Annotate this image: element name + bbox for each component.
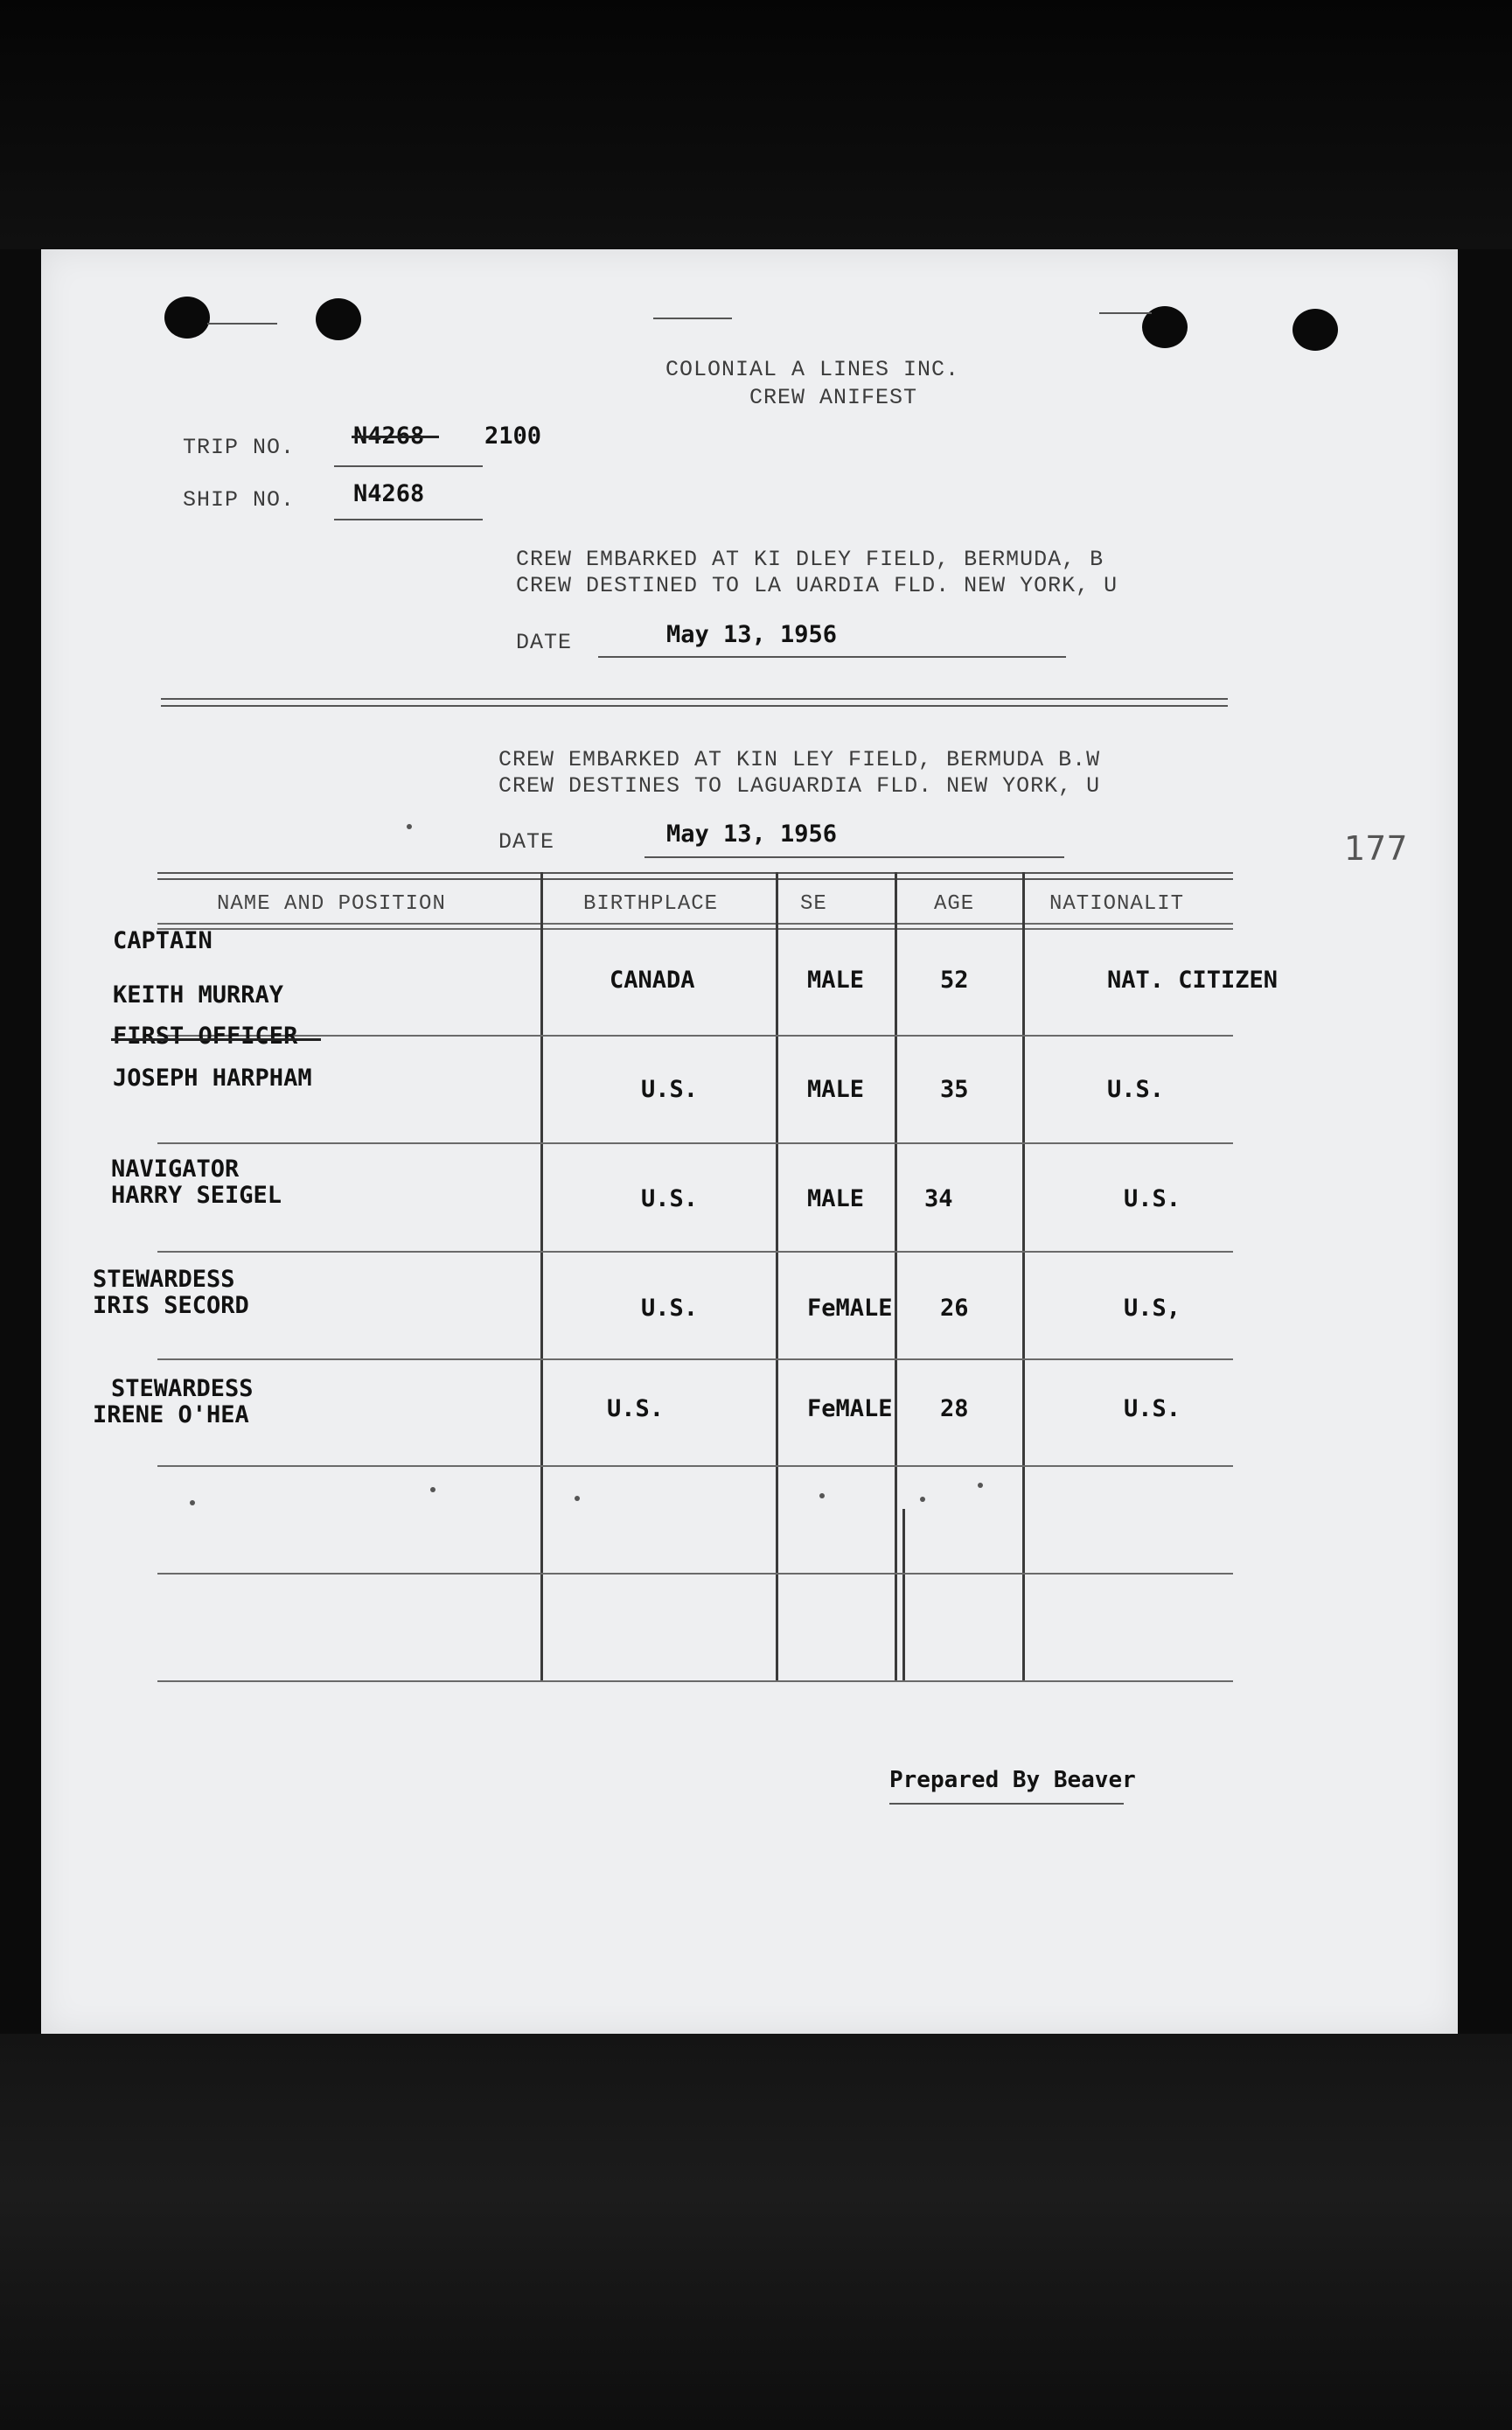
- row-rule: [157, 1573, 1233, 1575]
- row-position: FIRST OFFICER: [113, 1023, 298, 1050]
- row-rule: [157, 1251, 1233, 1253]
- row-nationality: U.S.: [1124, 1395, 1181, 1422]
- manifest-page: [41, 249, 1458, 2034]
- header-rule: [157, 923, 1233, 925]
- row-nationality: NAT. CITIZEN: [1107, 967, 1279, 994]
- hole-mark: [207, 323, 277, 325]
- trip-label: TRIP NO.: [183, 435, 296, 460]
- scan-speck: [978, 1483, 983, 1488]
- header-birthplace: BIRTHPLACE: [583, 892, 719, 916]
- hole-mark: [653, 318, 732, 319]
- scan-speck: [819, 1493, 825, 1498]
- header-sex: SE: [800, 892, 827, 916]
- scan-background-top: [0, 0, 1512, 249]
- hole-mark: [1099, 312, 1152, 314]
- row-name: IRIS SECORD: [93, 1292, 249, 1319]
- column-divider: [540, 872, 543, 1681]
- header-rule: [157, 928, 1233, 930]
- row-nationality: U.S.: [1107, 1076, 1165, 1103]
- ship-value: N4268: [353, 480, 425, 507]
- separator-line: [161, 698, 1228, 700]
- punch-hole: [316, 298, 361, 340]
- row-rule: [157, 1142, 1233, 1144]
- row-birthplace: U.S.: [607, 1395, 665, 1422]
- header-name-position: NAME AND POSITION: [217, 892, 446, 916]
- embarked-line-1: CREW EMBARKED AT KI DLEY FIELD, BERMUDA, B: [516, 547, 1104, 572]
- table-top-rule: [157, 878, 1233, 880]
- table-top-rule: [157, 872, 1233, 874]
- date-underline-1: [598, 656, 1066, 658]
- scan-speck: [407, 824, 412, 829]
- row-name: JOSEPH HARPHAM: [113, 1065, 312, 1092]
- scan-speck: [430, 1487, 435, 1492]
- row-position: STEWARDESS: [111, 1375, 254, 1402]
- date-value-1: May 13, 1956: [666, 621, 838, 648]
- trip-strikeout: [352, 436, 439, 438]
- column-divider: [902, 1509, 905, 1681]
- prepared-by: Prepared By Beaver: [889, 1767, 1136, 1793]
- column-divider: [895, 872, 897, 1681]
- row-rule: [157, 1358, 1233, 1360]
- page-number: 177: [1344, 829, 1408, 868]
- row-rule: [157, 1035, 1233, 1037]
- row-position: CAPTAIN: [113, 927, 213, 954]
- row-name: IRENE O'HEA: [93, 1401, 249, 1428]
- trip-value: 2100: [484, 422, 542, 450]
- row-rule: [157, 1465, 1233, 1467]
- manifest-title: CREW ANIFEST: [749, 385, 918, 410]
- row-age: 26: [940, 1295, 969, 1322]
- row-birthplace: U.S.: [641, 1076, 699, 1103]
- date-label-1: DATE: [516, 630, 573, 655]
- row-position: NAVIGATOR: [111, 1156, 240, 1183]
- row-age: 34: [924, 1185, 953, 1212]
- date-label-2: DATE: [498, 829, 555, 855]
- scan-background-bottom: [0, 2034, 1512, 2430]
- row-sex: FeMALE: [807, 1395, 893, 1422]
- row-birthplace: CANADA: [610, 967, 695, 994]
- trip-underline: [334, 465, 483, 467]
- row-sex: MALE: [807, 1185, 865, 1212]
- destined-line-1: CREW DESTINED TO LA UARDIA FLD. NEW YORK, U: [516, 573, 1118, 598]
- row-nationality: U.S,: [1124, 1295, 1181, 1322]
- row-nationality: U.S.: [1124, 1185, 1181, 1212]
- company-name: COLONIAL A LINES INC.: [665, 357, 960, 382]
- scan-speck: [190, 1500, 195, 1505]
- row-rule: [157, 1680, 1233, 1682]
- row-name: KEITH MURRAY: [113, 981, 284, 1009]
- column-divider: [1022, 872, 1025, 1681]
- trip-struck-value: N4268: [353, 422, 425, 450]
- header-age: AGE: [934, 892, 975, 916]
- row-name: HARRY SEIGEL: [111, 1182, 282, 1209]
- row-birthplace: U.S.: [641, 1295, 699, 1322]
- column-divider: [776, 872, 778, 1681]
- date-underline-2: [645, 856, 1064, 858]
- destined-line-2: CREW DESTINES TO LAGUARDIA FLD. NEW YORK, U: [498, 773, 1101, 799]
- row-age: 35: [940, 1076, 969, 1103]
- ship-underline: [334, 519, 483, 520]
- punch-hole: [1293, 309, 1338, 351]
- scan-speck: [575, 1496, 580, 1501]
- row-sex: FeMALE: [807, 1295, 893, 1322]
- row-position: STEWARDESS: [93, 1266, 235, 1293]
- ship-label: SHIP NO.: [183, 487, 296, 513]
- row-sex: MALE: [807, 967, 865, 994]
- position-strikeout: [111, 1038, 321, 1041]
- row-birthplace: U.S.: [641, 1185, 699, 1212]
- header-nationality: NATIONALIT: [1049, 892, 1185, 916]
- prepared-by-underline: [889, 1803, 1124, 1805]
- row-age: 28: [940, 1395, 969, 1422]
- punch-hole: [164, 297, 210, 339]
- embarked-line-2: CREW EMBARKED AT KIN LEY FIELD, BERMUDA B.W: [498, 747, 1101, 772]
- row-sex: MALE: [807, 1076, 865, 1103]
- separator-line: [161, 705, 1228, 707]
- date-value-2: May 13, 1956: [666, 820, 838, 848]
- row-age: 52: [940, 967, 969, 994]
- scan-speck: [920, 1497, 925, 1502]
